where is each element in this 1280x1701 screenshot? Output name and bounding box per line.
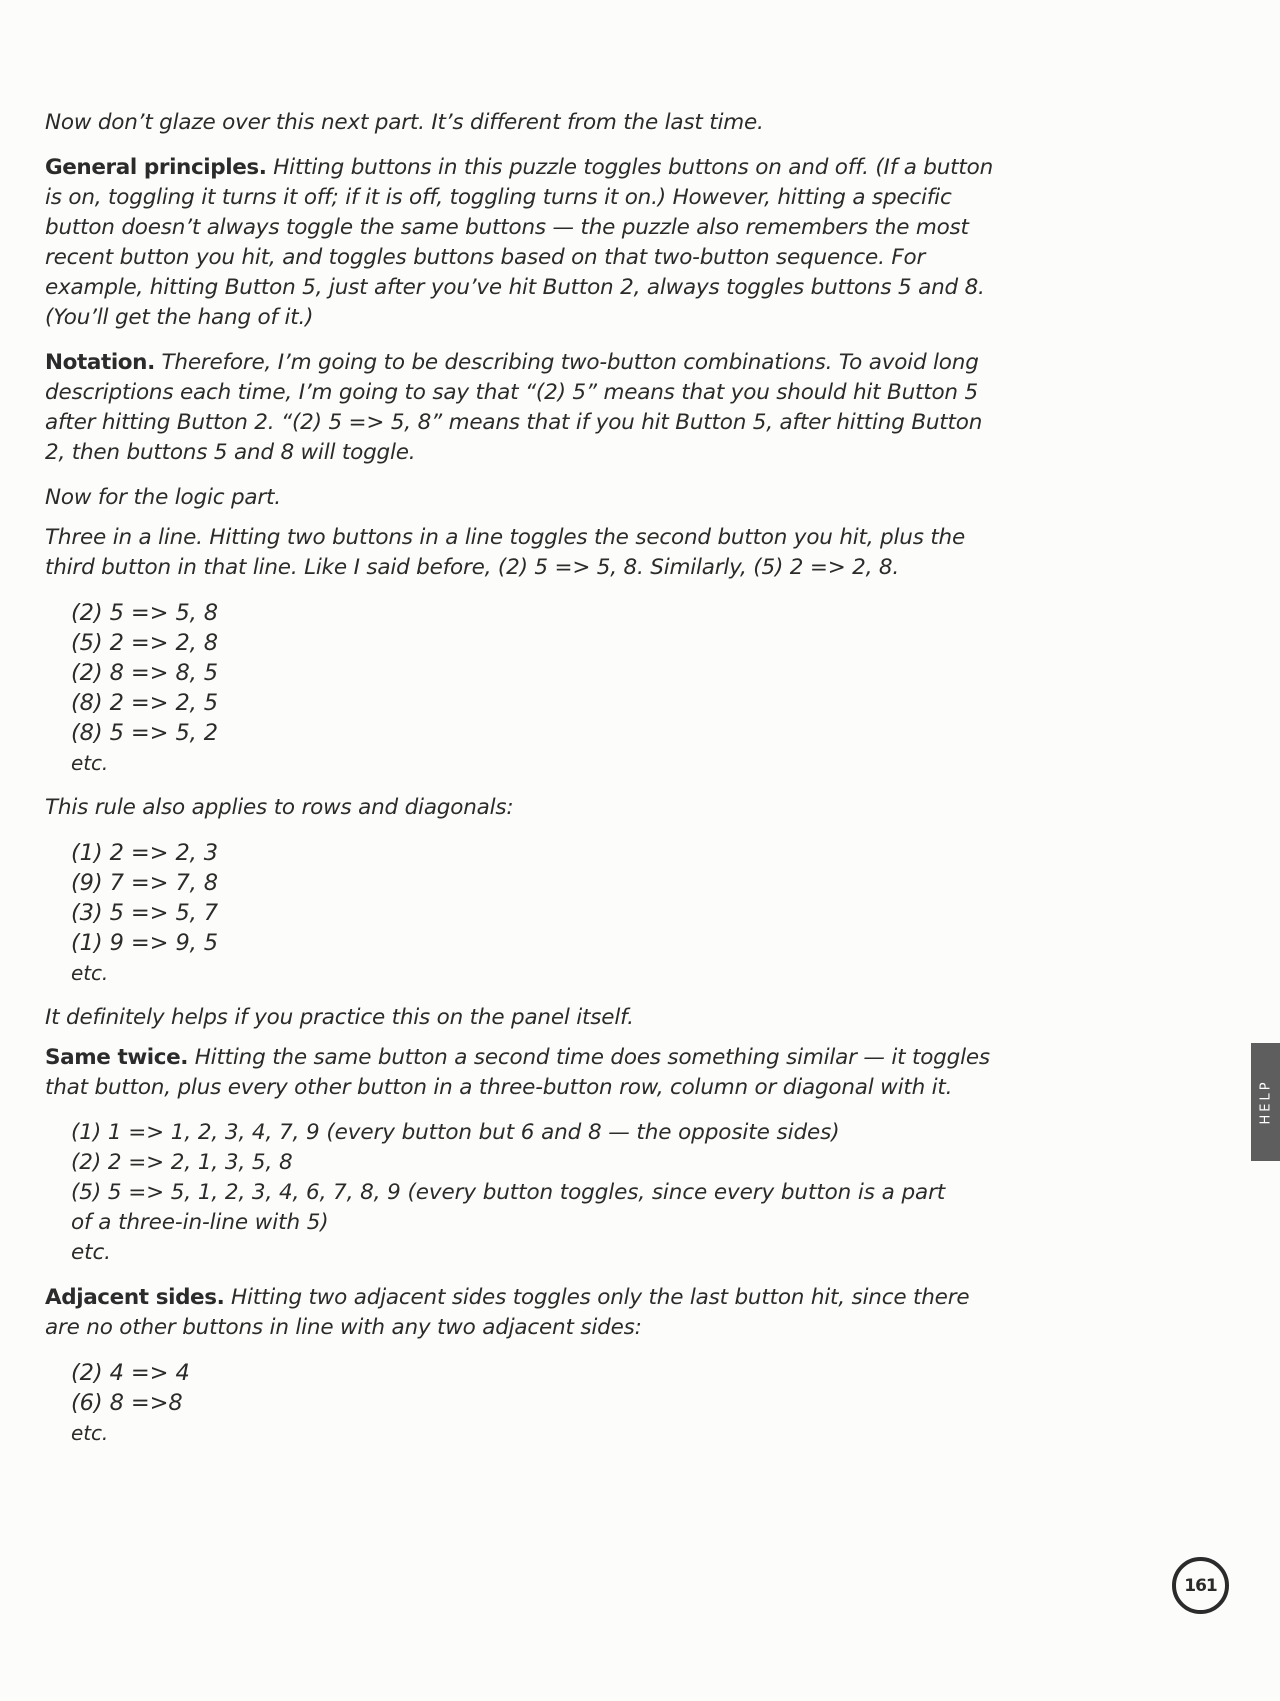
list-item: (9) 7 => 7, 8 — [71, 870, 218, 896]
notation-paragraph — [45, 348, 1005, 468]
list-row-diagonal-examples — [71, 838, 1005, 988]
general-principles-paragraph — [45, 153, 1005, 333]
list-item: etc. — [71, 1240, 111, 1265]
list-item: (2) 2 => 2, 1, 3, 5, 8 — [71, 1150, 293, 1175]
list-item: (5) 5 => 5, 1, 2, 3, 4, 6, 7, 8, 9 (every button toggles, since every button is a part — [71, 1180, 946, 1205]
help-section-tab — [1251, 1043, 1280, 1161]
notation-text: Therefore, I’m going to be describing two-button combinations. To avoid long descriptions each time, I’m going to say that “(2) 5” means that you should hit Button 5 after hitting Button 2. “(2) 5 => 5, 8” means that if you hit Button 5, after hitting Button 2, then buttons 5 and 8 will toggle. — [45, 350, 983, 465]
list-same-twice-examples — [71, 1118, 1005, 1268]
list-item: of a three-in-line with 5) — [71, 1210, 329, 1235]
page-number-badge — [1172, 1557, 1229, 1614]
list-item: (1) 2 => 2, 3 — [71, 840, 218, 866]
list-adjacent-examples — [71, 1358, 1005, 1448]
list-item: (3) 5 => 5, 7 — [71, 900, 218, 926]
notation-heading: Notation. — [45, 350, 155, 375]
logic-intro-paragraph: Now for the logic part. — [45, 485, 281, 510]
intro-paragraph: Now don’t glaze over this next part. It’s different from the last time. — [45, 110, 764, 135]
list-line-examples — [71, 598, 1005, 778]
general-principles-text: Hitting buttons in this puzzle toggles buttons on and off. (If a button is on, toggling it turns it off; if it is off, toggling turns it on.) However, hitting a specific button doesn’t always toggle the same buttons — the puzzle also remembers the most recent button you hit, and toggles buttons based on that two-button sequence. For example, hitting Button 5, just after you’ve hit Button 2, always toggles buttons 5 and 8. (You’ll get the hang of it.) — [45, 155, 994, 330]
list-item: (5) 2 => 2, 8 — [71, 630, 218, 656]
page-body — [45, 108, 1005, 1463]
same-twice-paragraph — [45, 1043, 1005, 1103]
list-item: (8) 5 => 5, 2 — [71, 720, 218, 746]
general-principles-heading: General principles. — [45, 155, 267, 180]
list-item: etc. — [71, 751, 109, 775]
list-item: (2) 5 => 5, 8 — [71, 600, 218, 626]
list-item: (8) 2 => 2, 5 — [71, 690, 218, 716]
list-item: etc. — [71, 961, 109, 985]
adjacent-sides-text: Hitting two adjacent sides toggles only the last button hit, since there are no other buttons in line with any two adjacent sides: — [45, 1285, 970, 1340]
list-item: (2) 4 => 4 — [71, 1360, 190, 1386]
adjacent-sides-paragraph — [45, 1283, 1005, 1343]
same-twice-text: Hitting the same button a second time does something similar — it toggles that button, plus every other button in a three-button row, column or diagonal with it. — [45, 1045, 990, 1100]
adjacent-sides-heading: Adjacent sides. — [45, 1285, 225, 1310]
page-number: 161 — [1184, 1575, 1217, 1596]
help-tab-label: HELP — [1258, 1079, 1273, 1125]
list-item: (6) 8 =>8 — [71, 1390, 183, 1416]
three-in-line-paragraph: Three in a line. Hitting two buttons in a line toggles the second button you hit, plus the third button in that line. Like I said before, (2) 5 => 5, 8. Similarly, (5) 2 => 2, 8. — [45, 525, 966, 580]
list-item: (1) 1 => 1, 2, 3, 4, 7, 9 (every button but 6 and 8 — the opposite sides) — [71, 1120, 840, 1145]
list-item: (1) 9 => 9, 5 — [71, 930, 218, 956]
list-item: (2) 8 => 8, 5 — [71, 660, 218, 686]
same-twice-heading: Same twice. — [45, 1045, 189, 1070]
rows-intro-paragraph: This rule also applies to rows and diagonals: — [45, 795, 514, 820]
practice-paragraph: It definitely helps if you practice this on the panel itself. — [45, 1005, 634, 1030]
list-item: etc. — [71, 1421, 109, 1445]
